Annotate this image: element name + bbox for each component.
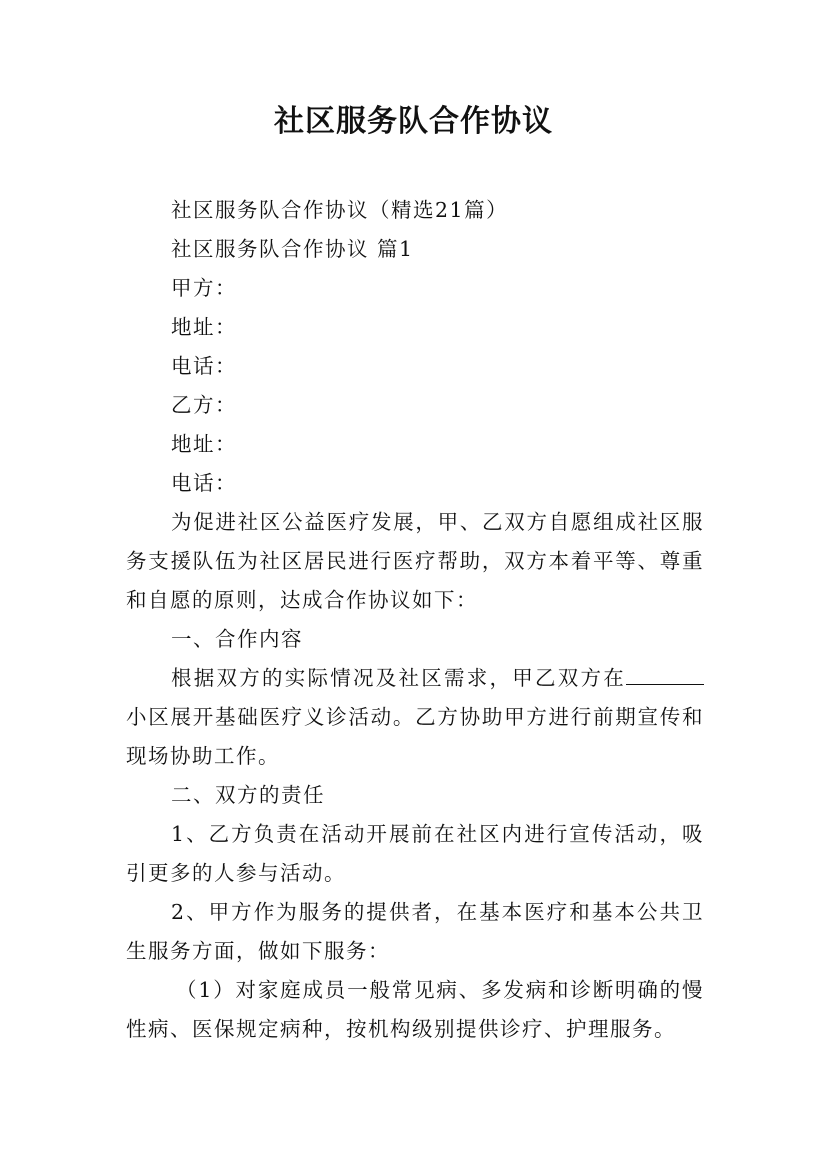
cooperation-text-after: 小区展开基础医疗义诊活动。乙方协助甲方进行前期宣传和现场协助工作。 [126, 705, 704, 768]
cooperation-text-before: 根据双方的实际情况及社区需求，甲乙双方在 [171, 666, 626, 690]
paragraph-responsibility-2-item-1: （1）对家庭成员一般常见病、多发病和诊断明确的慢性病、医保规定病种，按机构级别提供诊疗、护理服务。 [126, 978, 704, 1041]
party-b-address-label: 地址： [171, 432, 237, 456]
fill-in-blank-line [626, 662, 704, 685]
document-body [126, 191, 704, 1049]
party-a-label: 甲方： [171, 276, 237, 300]
paragraph-responsibility-2: 2、甲方作为服务的提供者，在基本医疗和基本公共卫生服务方面，做如下服务： [126, 900, 704, 963]
paragraph-cooperation-detail [126, 659, 704, 776]
document-title: 社区服务队合作协议 [274, 104, 553, 139]
paragraph-intro: 为促进社区公益医疗发展，甲、乙双方自愿组成社区服务支援队伍为社区居民进行医疗帮助，双方本着平等、尊重和自愿的原则，达成合作协议如下： [126, 510, 704, 612]
paragraph-section-heading: 社区服务队合作协议 篇1 [171, 237, 414, 261]
party-a-address-label: 地址： [171, 315, 237, 339]
heading-responsibilities: 二、双方的责任 [171, 783, 325, 807]
party-b-phone-label: 电话： [171, 471, 237, 495]
party-a-phone-label: 电话： [171, 354, 237, 378]
paragraph-responsibility-1: 1、乙方负责在活动开展前在社区内进行宣传活动，吸引更多的人参与活动。 [126, 822, 704, 885]
heading-cooperation-content: 一、合作内容 [171, 627, 303, 651]
paragraph-subtitle: 社区服务队合作协议（精选21篇） [171, 198, 509, 222]
party-b-label: 乙方： [171, 393, 237, 417]
